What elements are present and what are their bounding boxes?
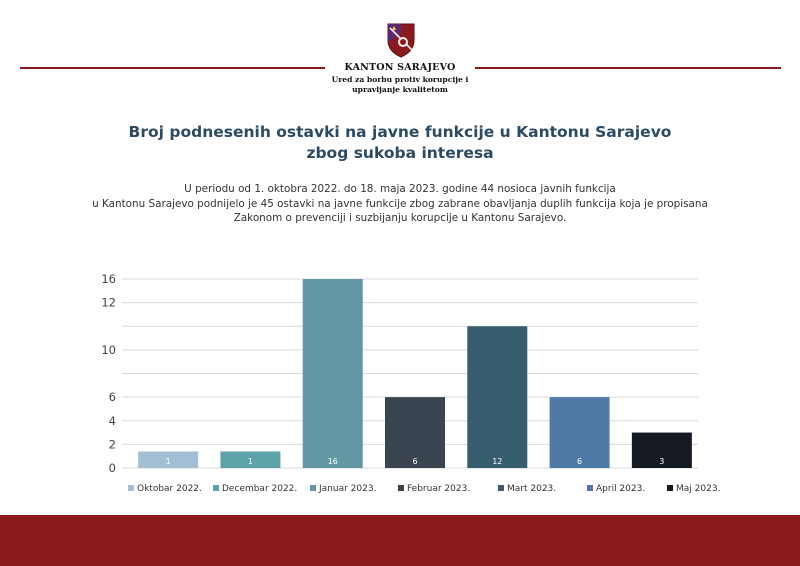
org-subtitle — [305, 75, 495, 95]
y-tick-label: 6 — [108, 390, 116, 405]
bar-data-label: 1 — [247, 457, 253, 466]
legend-swatch — [310, 485, 316, 491]
y-tick-label: 2 — [108, 437, 116, 452]
legend-label: Oktobar 2022. — [137, 484, 202, 494]
bar-data-label: 16 — [327, 457, 338, 466]
org-subtitle-line1: Ured za borbu protiv korupcije i — [331, 75, 469, 84]
description-line3: Zakonom o prevenciji i suzbijanju korupcije u Kantonu Sarajevo. — [233, 212, 567, 224]
bar-data-label: 6 — [412, 457, 418, 466]
header-divider-right — [475, 67, 781, 69]
page-title — [60, 122, 740, 164]
resignations-bar-chart — [0, 262, 800, 502]
kanton-sarajevo-crest-icon — [386, 22, 416, 58]
org-name: KANTON SARAJEVO — [344, 62, 456, 73]
bar-data-label: 6 — [577, 457, 583, 466]
legend-swatch — [587, 485, 593, 491]
bar-data-label: 12 — [492, 457, 503, 466]
legend-swatch — [128, 485, 134, 491]
legend-label: Maj 2023. — [676, 484, 721, 494]
y-tick-label: 12 — [101, 295, 116, 310]
description-line1: U periodu od 1. oktobra 2022. do 18. maja 2023. godine 44 nosioca javnih funkcija — [184, 183, 616, 195]
header — [0, 20, 800, 100]
legend-label: April 2023. — [596, 484, 646, 494]
legend-swatch — [498, 485, 504, 491]
y-tick-label: 4 — [108, 413, 116, 428]
y-tick-label: 0 — [108, 461, 116, 475]
description-line2: u Kantonu Sarajevo podnijelo je 45 ostavki na javne funkcije zbog zabrane obavljanja duplih funkcija koja je propisana — [92, 197, 708, 210]
page-title-line1: Broj podnesenih ostavki na javne funkcije u Kantonu Sarajevo — [128, 123, 672, 141]
legend-label: Februar 2023. — [407, 484, 471, 494]
bar — [467, 326, 527, 468]
legend-swatch — [667, 485, 673, 491]
legend-label: Mart 2023. — [507, 484, 557, 494]
description — [60, 182, 740, 226]
bar-data-label: 1 — [165, 457, 171, 466]
page-title-line2: zbog sukoba interesa — [306, 144, 494, 162]
legend-label: Decembar 2022. — [222, 484, 298, 494]
y-tick-label: 10 — [101, 342, 116, 357]
bar-data-label: 3 — [659, 457, 665, 466]
legend-swatch — [213, 485, 219, 491]
footer-band — [0, 515, 800, 566]
legend-swatch — [398, 485, 404, 491]
header-divider-left — [20, 67, 325, 69]
y-tick-label: 16 — [101, 272, 116, 286]
org-subtitle-line2: upravljanje kvalitetom — [352, 85, 448, 94]
legend-label: Januar 2023. — [319, 484, 377, 494]
bar — [303, 279, 363, 468]
